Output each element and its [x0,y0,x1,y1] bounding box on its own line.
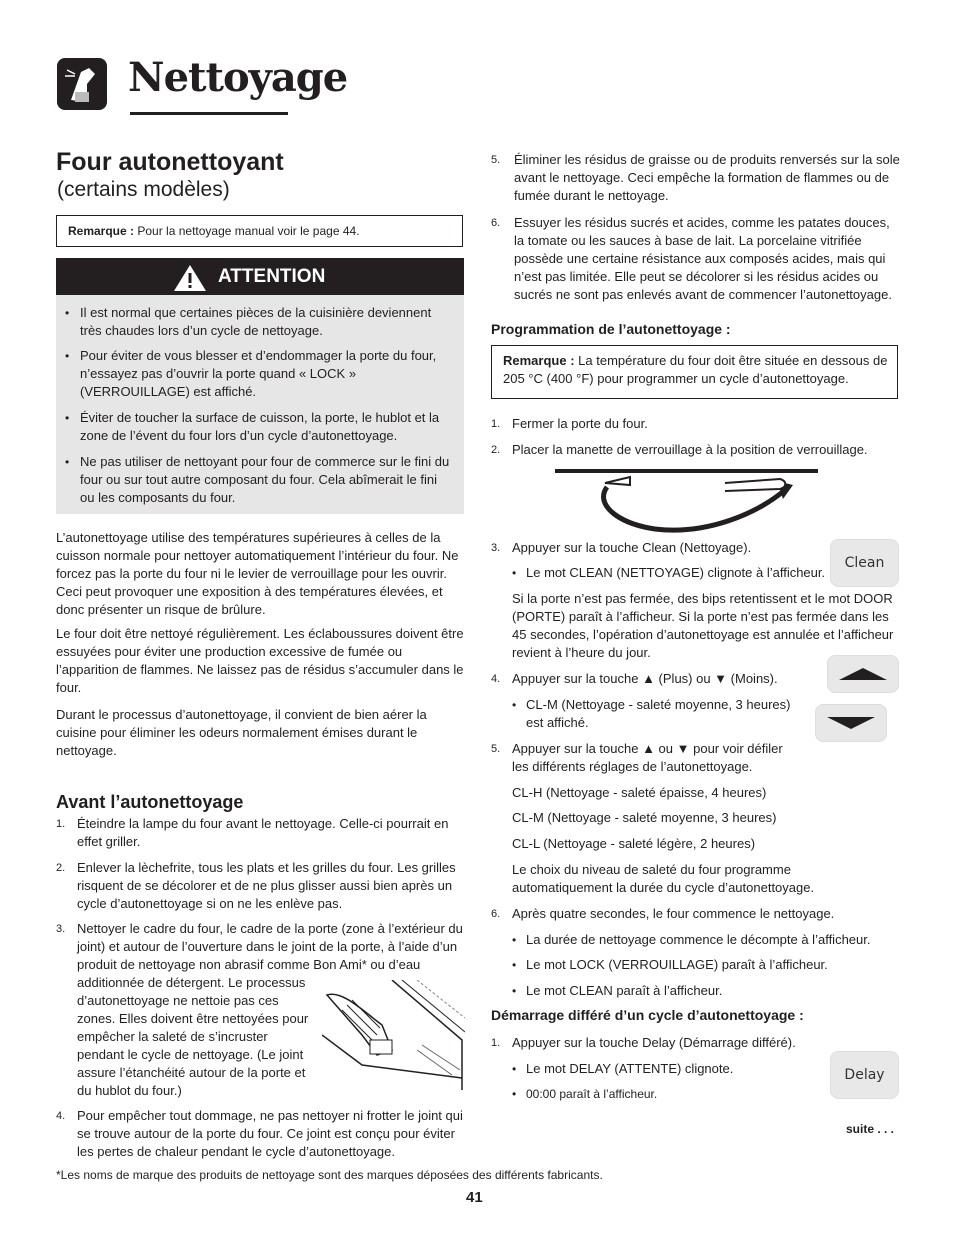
bullet-text: Le mot DELAY (ATTENTE) clignote. [526,1061,734,1076]
step-text: Appuyer sur la touche ▲ (Plus) ou ▼ (Moins). [512,671,778,686]
bullet-text: Le mot CLEAN paraît à l’afficheur. [526,983,723,998]
step-number: 1. [491,1037,501,1049]
attention-header [56,258,464,295]
paragraph: Le choix du niveau de saleté du four programme automatiquement la durée du cycle d’autonettoyage. [512,862,815,895]
bullet-text: 00:00 paraît à l’afficheur. [526,1087,658,1101]
prog-note-label: Remarque : [503,353,575,368]
step-text: Appuyer sur la touche Delay (Démarrage différé). [512,1035,796,1050]
step-text: Fermer la porte du four. [512,416,648,431]
paragraph: Le four doit être nettoyé régulièrement. Les éclaboussures doivent être essuyées pour éviter une production excessive de fumée ou l’apparition de flammes. Ne laissez pas de résidus s’accumuler dans le four. [56,626,464,695]
arrow-up-icon [839,667,887,681]
bullet-text: Le mot LOCK (VERROUILLAGE) paraît à l’afficheur. [526,957,828,972]
bullet-icon: • [65,411,70,425]
step-text: Enlever la lèchefrite, tous les plats et les grilles du four. Les grilles risquent de se décolorer et de ne plus glisser aussi bien après un cycle d’autonettoyage si on ne les enlève pas. [77,860,456,911]
bullet-icon: • [65,455,70,469]
bullet-icon: • [512,933,517,947]
step-number: 3. [56,923,66,935]
bullet-icon: • [512,1087,517,1101]
step-text: Essuyer les résidus sucrés et acides, comme les patates douces, la tomate ou les sauces à base de lait. La porcelaine vitrifiée possède une certaine résistance aux composés acides, mais qui n’est pas limitée. Elle peut se décolorer si les résidus acides ou sucrés ne sont pas enlevés avant de commencer l’autonettoyage. [514,215,892,302]
down-arrow-button[interactable] [815,704,887,742]
bullet-icon: • [512,984,517,998]
bullet-text: Le mot CLEAN (NETTOYAGE) clignote à l’afficheur. [526,565,826,580]
bullet-text: La durée de nettoyage commence le décompte à l’afficheur. [526,932,871,947]
step-text: Éliminer les résidus de graisse ou de produits renversés sur la sole avant le nettoyage. Ceci empêche la formation de flammes ou de fumée durant le nettoyage. [514,152,900,203]
up-arrow-button[interactable] [827,655,899,693]
step-number: 5. [491,743,501,755]
step-text: Après quatre secondes, le four commence le nettoyage. [512,906,835,921]
bullet-icon: • [512,698,517,712]
section-title: Four autonettoyant [56,148,284,176]
step-number: 4. [56,1110,66,1122]
step-number: 1. [491,418,501,430]
bullet-icon: • [512,1062,517,1076]
step-text: Placer la manette de verrouillage à la position de verrouillage. [512,442,868,457]
delay-title: Démarrage différé d’un cycle d’autonettoyage : [491,1007,804,1023]
step-text: Appuyer sur la touche ▲ ou ▼ pour voir défiler les différents réglages de l’autonettoyage. [512,741,783,774]
step-number: 5. [491,154,501,166]
step-number: 1. [56,818,66,830]
note-label: Remarque : [68,224,135,238]
step-text: Nettoyer le cadre du four, le cadre de la porte (zone à l’extérieur du joint) et autour de l’ouverture dans le joint de la porte, à l’aide d’un produit de nettoyage non abrasif comme Bon Ami* ou d’eau [77,921,463,972]
step-number: 6. [491,908,501,920]
page-title: Nettoyage [128,54,348,101]
prog-note-box [491,345,898,399]
section-subtitle: (certains modèles) [57,178,230,201]
step-number: 6. [491,217,501,229]
bullet-icon: • [65,306,70,320]
warning-icon [173,264,207,292]
arrow-down-icon [827,716,875,730]
step-number: 3. [491,542,501,554]
paragraph: Si la porte n’est pas fermée, des bips retentissent et le mot DOOR (PORTE) paraît à l’afficheur. Si la porte n’est pas fermée dans les 45 secondes, l’opération d’autonettoyage est annulée et l’afficheur revient à l’heure du jour. [512,591,894,660]
bullet-icon: • [65,349,70,363]
bullet-text: CL-M (Nettoyage - saleté moyenne, 3 heures) est affiché. [526,697,791,730]
oven-door-cleaning-illustration [322,980,465,1090]
level-option: CL-L (Nettoyage - saleté légère, 2 heures) [512,836,756,851]
header-icon-box [57,58,107,110]
suite-label: suite . . . [846,1122,895,1136]
lock-lever-illustration [555,465,820,540]
step-text: additionnée de détergent. Le processus d’autonettoyage ne nettoie pas ces zones. Elles doivent être nettoyées pour empêcher la saleté de s’incruster pendant le cycle de nettoyage. (Le joint assure l’étanchéité autour de la porte et du hublot du four.) [77,975,309,1098]
note-text: Pour la nettoyage manual voir le page 44. [137,224,360,238]
attention-item: Il est normal que certaines pièces de la cuisinière deviennent très chaudes lors d’un cycle de nettoyage. [80,305,432,338]
cleaning-spray-icon [57,58,107,110]
title-underline [130,112,288,115]
level-option: CL-H (Nettoyage - saleté épaisse, 4 heures) [512,785,767,800]
attention-item: Pour éviter de vous blesser et d’endommager la porte du four, n’essayez pas d’ouvrir la porte quand « LOCK » (VERROUILLAGE) est affiché. [80,348,437,399]
attention-item: Ne pas utiliser de nettoyant pour four de commerce sur le fini du four ou sur tout autre composant du four. Cela abîmerait le fini ou les composants du four. [80,454,450,505]
prog-note-text: La température du four doit être située en dessous de 205 °C (400 °F) pour programmer un cycle d’autonettoyage. [503,353,888,386]
step-text: Pour empêcher tout dommage, ne pas nettoyer ni frotter le joint qui se trouve autour de la porte du four. Ce joint est conçu pour éviter les pertes de chaleur pendant le cycle d’autonettoyage. [77,1108,463,1159]
attention-label: ATTENTION [218,266,326,287]
clean-button[interactable]: Clean [830,539,899,587]
attention-box [56,258,464,514]
page-number: 41 [466,1189,483,1206]
note-box [56,215,463,247]
bullet-icon: • [512,566,517,580]
bullet-icon: • [512,958,517,972]
paragraph: L’autonettoyage utilise des températures supérieures à celles de la cuisson normale pour nettoyer automatiquement l’intérieur du four. Ne forcez pas la porte du four ni le levier de verrouillage pour les ouvrir. Ceci peut provoquer une exposition à des températures élevées, et donc présenter un risque de brûlure. [56,530,459,617]
attention-item: Éviter de toucher la surface de cuisson, la porte, le hublot et la zone de l’évent du four lors d’un cycle d’autonettoyage. [80,410,440,443]
step-number: 2. [56,862,66,874]
step-text: Appuyer sur la touche Clean (Nettoyage). [512,540,752,555]
footnote: *Les noms de marque des produits de nettoyage sont des marques déposées des différents fabricants. [56,1168,603,1182]
step-text: Éteindre la lampe du four avant le nettoyage. Celle-ci pourrait en effet griller. [77,816,449,849]
level-option: CL-M (Nettoyage - saleté moyenne, 3 heures) [512,810,777,825]
step-number: 4. [491,673,501,685]
prog-title: Programmation de l’autonettoyage : [491,321,731,337]
before-title: Avant l’autonettoyage [56,792,244,812]
paragraph: Durant le processus d’autonettoyage, il convient de bien aérer la cuisine pour éliminer les odeurs normalement émises durant le nettoyage. [56,707,427,758]
step-number: 2. [491,444,501,456]
delay-button[interactable]: Delay [830,1051,899,1099]
